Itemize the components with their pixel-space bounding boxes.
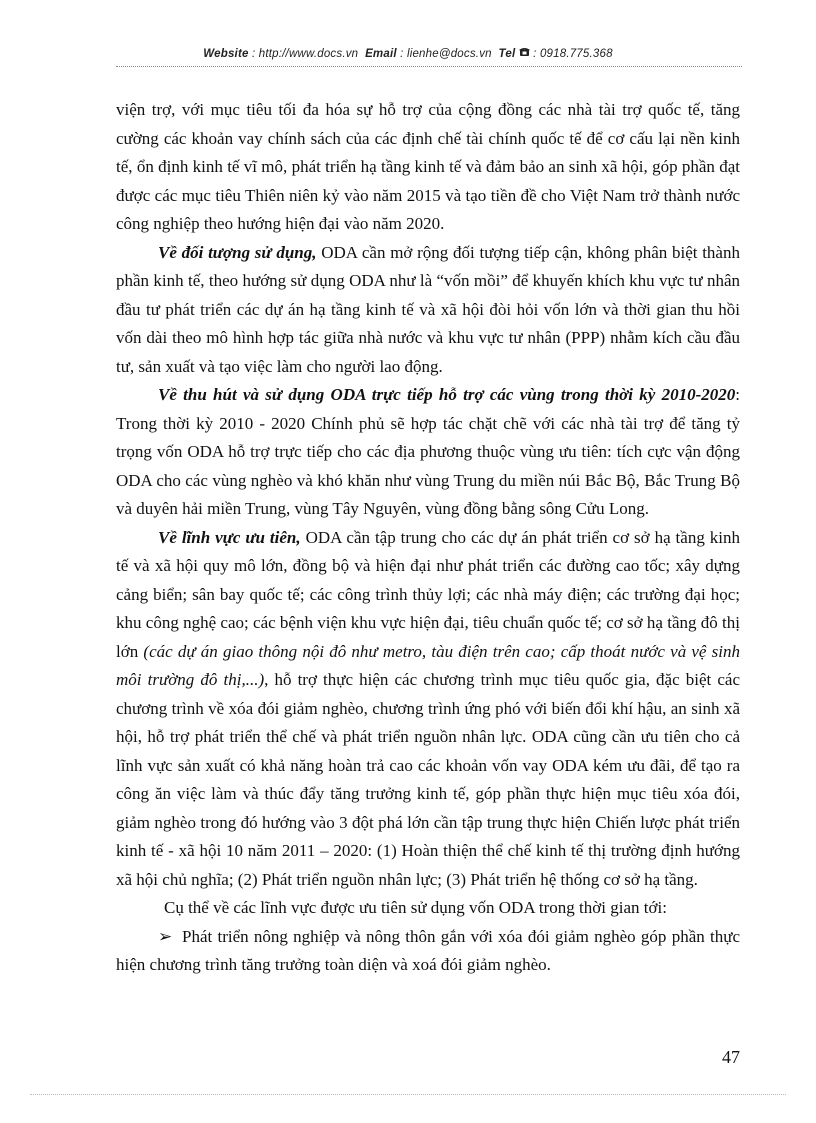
paragraph-2 — [116, 239, 740, 382]
website-label: Website — [203, 48, 249, 60]
tel-separator: : — [529, 48, 540, 60]
arrow-bullet-icon: ➢ — [158, 926, 173, 946]
email-address[interactable]: lienhe@docs.vn — [406, 48, 492, 60]
document-body — [116, 96, 740, 980]
paragraph-3-heading: Về thu hút và sử dụng ODA trực tiếp hỗ trợ các vùng trong thời kỳ 2010-2020 — [158, 385, 736, 404]
website-separator: : — [248, 48, 259, 60]
bullet-item-1 — [116, 923, 740, 980]
page-number: 47 — [722, 1047, 740, 1067]
email-label: Email — [365, 48, 397, 60]
paragraph-5: Cụ thể về các lĩnh vực được ưu tiên sử dụng vốn ODA trong thời gian tới: — [164, 898, 667, 917]
paragraph-4-heading: Về lĩnh vực ưu tiên, — [158, 527, 301, 547]
paragraph-2-text: ODA cần mở rộng đối tượng tiếp cận, không phân biệt thành phần kinh tế, theo hướng sử dụng ODA như là “vốn mồi” để khuyến khích khu vực tư nhân đầu tư phát triển các dự án hạ tầng kinh tế và xã hội đòi hỏi vốn lớn và thời gian thu hồi vốn dài theo mô hình hợp tác giữa nhà nước và khu vực tư nhân (PPP) nhằm kích cầu đầu tư, sản xuất và tạo việc làm cho người lao động. — [116, 242, 740, 376]
website-url[interactable]: http://www.docs.vn — [258, 48, 359, 60]
paragraph-1: viện trợ, với mục tiêu tối đa hóa sự hỗ trợ của cộng đồng các nhà tài trợ quốc tế, tăng cường các khoản vay chính sách của các định chế tài chính quốc tế để cơ cấu lại nền kinh tế, ổn định kinh tế vĩ mô, phát triển hạ tầng kinh tế và đảm bảo an sinh xã hội, góp phần đạt được các mục tiêu Thiên niên kỷ vào năm 2015 và tạo tiền đề cho Việt Nam trở thành nước công nghiệp theo hướng hiện đại vào năm 2020. — [116, 100, 740, 233]
paragraph-3 — [116, 381, 740, 524]
page-header — [0, 47, 816, 60]
paragraph-4-text-a: ODA cần tập trung cho các dự án phát triển cơ sở hạ tầng kinh tế và xã hội quy mô lớn, đồng bộ và hiện đại như phát triển các đường cao tốc; xây dựng cảng biển; sân bay quốc tế; các công trình thủy lợi; các nhà máy điện; các trường đại học; khu công nghệ cao; các bệnh viện khu vực hiện đại, tiêu chuẩn quốc tế; cơ sở hạ tầng đô thị lớn — [116, 527, 740, 661]
footer-divider — [30, 1094, 786, 1095]
paragraph-4-italic: (các dự án giao thông nội đô như metro, tàu điện trên cao; cấp thoát nước và vệ sinh môi trường đô thị,...) — [116, 641, 740, 689]
paragraph-4 — [116, 524, 740, 895]
paragraph-4-text-b: , hỗ trợ thực hiện các chương trình mục tiêu quốc gia, đặc biệt các chương trình về xóa đói giảm nghèo, chương trình ứng phó với biến đổi khí hậu, an sinh xã hội, hỗ trợ phát triển thể chế và phát triển nguồn nhân lực. ODA cũng cần ưu tiên cho cả lĩnh vực sản xuất có khả năng hoàn trả cao các khoản vốn vay ODA kém ưu đãi, để tạo ra công ăn việc làm và thúc đẩy tăng trưởng kinh tế, góp phần thực hiện mục tiêu xóa đói, giảm nghèo trong đó hướng vào 3 đột phá lớn cần tập trung thực hiện Chiến lược phát triển kinh tế - xã hội 10 năm 2011 – 2020: (1) Hoàn thiện thể chế kinh tế thị trường định hướng xã hội chủ nghĩa; (2) Phát triển nguồn nhân lực; (3) Phát triển hệ thống cơ sở hạ tầng. — [116, 670, 740, 889]
bullet-item-1-text: Phát triển nông nghiệp và nông thôn gắn với xóa đói giảm nghèo góp phần thực hiện chương trình tăng trưởng toàn diện và xoá đói giảm nghèo. — [116, 926, 740, 974]
paragraph-3-text: : Trong thời kỳ 2010 - 2020 Chính phủ sẽ hợp tác chặt chẽ với các nhà tài trợ để tăng tỷ trọng vốn ODA hỗ trợ trực tiếp cho các địa phương thuộc vùng ưu tiên: tích cực vận động ODA cho các vùng nghèo và khó khăn như vùng Trung du miền núi Bắc Bộ, Bắc Trung Bộ và duyên hải miền Trung, vùng Tây Nguyên, vùng đồng bằng sông Cửu Long. — [116, 385, 740, 518]
header-divider — [116, 66, 742, 67]
paragraph-2-heading: Về đối tượng sử dụng, — [158, 242, 317, 262]
phone-icon — [519, 48, 530, 60]
email-separator: : — [396, 48, 407, 60]
tel-label: Tel — [498, 48, 516, 60]
tel-number: 0918.775.368 — [539, 48, 613, 60]
